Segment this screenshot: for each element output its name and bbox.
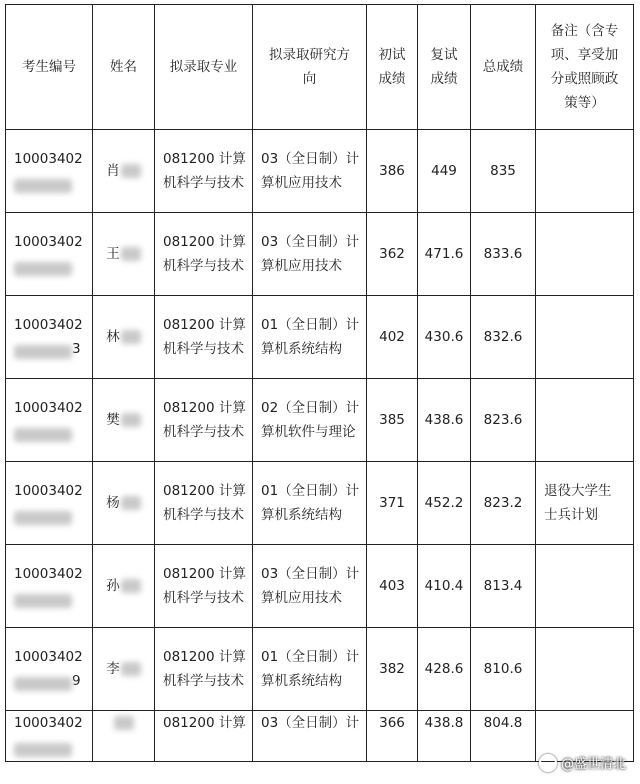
total-score-cell: 810.6 xyxy=(471,628,536,711)
name-cell xyxy=(93,711,155,762)
retest-score-cell: 428.6 xyxy=(418,628,471,711)
redaction-mask xyxy=(121,164,141,178)
initial-score-cell: 386 xyxy=(367,130,418,213)
note-cell xyxy=(536,130,634,213)
redaction-mask xyxy=(14,511,72,525)
header-initial-score: 初试 成绩 xyxy=(367,5,418,130)
retest-score-cell: 452.2 xyxy=(418,462,471,545)
initial-score-cell: 382 xyxy=(367,628,418,711)
redaction-mask xyxy=(14,428,72,442)
header-major: 拟录取专业 xyxy=(155,5,253,130)
exam-id-cell: 10003402 9 xyxy=(6,628,93,711)
header-direction: 拟录取研究方 向 xyxy=(253,5,367,130)
redaction-mask xyxy=(14,345,72,359)
redaction-mask xyxy=(14,677,72,691)
retest-score-cell: 410.4 xyxy=(418,545,471,628)
initial-score-cell: 403 xyxy=(367,545,418,628)
total-score-cell: 833.6 xyxy=(471,213,536,296)
table-row xyxy=(6,296,634,379)
redaction-mask xyxy=(121,413,141,427)
major-cell: 081200 计算 xyxy=(155,711,253,762)
direction-cell: 01（全日制）计 算机系统结构 xyxy=(253,462,367,545)
name-cell: 王 xyxy=(93,213,155,296)
retest-score-cell: 430.6 xyxy=(418,296,471,379)
note-cell xyxy=(536,213,634,296)
table-row xyxy=(6,545,634,628)
watermark-logo-icon xyxy=(539,754,557,772)
initial-score-cell: 385 xyxy=(367,379,418,462)
exam-id-cell: 10003402 xyxy=(6,213,93,296)
redaction-mask xyxy=(121,496,141,510)
table-row xyxy=(6,462,634,545)
redaction-mask xyxy=(14,262,72,276)
direction-cell: 01（全日制）计 算机系统结构 xyxy=(253,628,367,711)
name-cell: 林 xyxy=(93,296,155,379)
initial-score-cell: 402 xyxy=(367,296,418,379)
total-score-cell: 813.4 xyxy=(471,545,536,628)
retest-score-cell: 438.6 xyxy=(418,379,471,462)
redaction-mask xyxy=(14,743,72,757)
redaction-mask xyxy=(114,716,134,730)
initial-score-cell: 362 xyxy=(367,213,418,296)
major-cell: 081200 计算 机科学与技术 xyxy=(155,628,253,711)
header-exam-id: 考生编号 xyxy=(6,5,93,130)
name-cell: 肖 xyxy=(93,130,155,213)
watermark-text: @盛世清北 xyxy=(560,757,626,772)
note-cell xyxy=(536,628,634,711)
table-row xyxy=(6,130,634,213)
name-cell: 杨 xyxy=(93,462,155,545)
header-total-score: 总成绩 xyxy=(471,5,536,130)
direction-cell: 01（全日制）计 算机系统结构 xyxy=(253,296,367,379)
major-cell: 081200 计算 机科学与技术 xyxy=(155,379,253,462)
exam-id-cell: 10003402 xyxy=(6,130,93,213)
total-score-cell: 832.6 xyxy=(471,296,536,379)
retest-score-cell: 449 xyxy=(418,130,471,213)
table-row xyxy=(6,628,634,711)
redaction-mask xyxy=(14,179,72,193)
exam-id-cell: 10003402 3 xyxy=(6,296,93,379)
major-cell: 081200 计算 机科学与技术 xyxy=(155,213,253,296)
direction-cell: 03（全日制）计 算机应用技术 xyxy=(253,130,367,213)
total-score-cell: 823.6 xyxy=(471,379,536,462)
exam-id-cell: 10003402 xyxy=(6,545,93,628)
initial-score-cell: 366 xyxy=(367,711,418,762)
initial-score-cell: 371 xyxy=(367,462,418,545)
major-cell: 081200 计算 机科学与技术 xyxy=(155,296,253,379)
direction-cell: 03（全日制）计 算机应用技术 xyxy=(253,545,367,628)
total-score-cell: 804.8 xyxy=(471,711,536,762)
table-row xyxy=(6,379,634,462)
header-row xyxy=(6,5,634,130)
exam-id-cell: 10003402 xyxy=(6,462,93,545)
table-row xyxy=(6,213,634,296)
header-retest-score: 复试 成绩 xyxy=(418,5,471,130)
retest-score-cell: 471.6 xyxy=(418,213,471,296)
name-cell: 樊 xyxy=(93,379,155,462)
major-cell: 081200 计算 机科学与技术 xyxy=(155,130,253,213)
note-cell xyxy=(536,545,634,628)
total-score-cell: 835 xyxy=(471,130,536,213)
redaction-mask xyxy=(121,247,141,261)
direction-cell: 03（全日制）计 算机应用技术 xyxy=(253,213,367,296)
header-notes: 备注（含专 项、享受加 分或照顾政 策等） xyxy=(536,5,634,130)
note-cell xyxy=(536,379,634,462)
admission-table xyxy=(5,4,634,762)
exam-id-cell: 10003402 xyxy=(6,379,93,462)
redaction-mask xyxy=(121,662,141,676)
major-cell: 081200 计算 机科学与技术 xyxy=(155,545,253,628)
total-score-cell: 823.2 xyxy=(471,462,536,545)
redaction-mask xyxy=(121,579,141,593)
watermark xyxy=(539,753,626,772)
exam-id-cell: 10003402 xyxy=(6,711,93,762)
major-cell: 081200 计算 机科学与技术 xyxy=(155,462,253,545)
direction-cell: 02（全日制）计 算机软件与理论 xyxy=(253,379,367,462)
retest-score-cell: 438.8 xyxy=(418,711,471,762)
header-name: 姓名 xyxy=(93,5,155,130)
direction-cell: 03（全日制）计 xyxy=(253,711,367,762)
redaction-mask xyxy=(14,594,72,608)
name-cell: 李 xyxy=(93,628,155,711)
note-cell: 退役大学生 士兵计划 xyxy=(536,462,634,545)
note-cell xyxy=(536,296,634,379)
redaction-mask xyxy=(121,330,141,344)
name-cell: 孙 xyxy=(93,545,155,628)
